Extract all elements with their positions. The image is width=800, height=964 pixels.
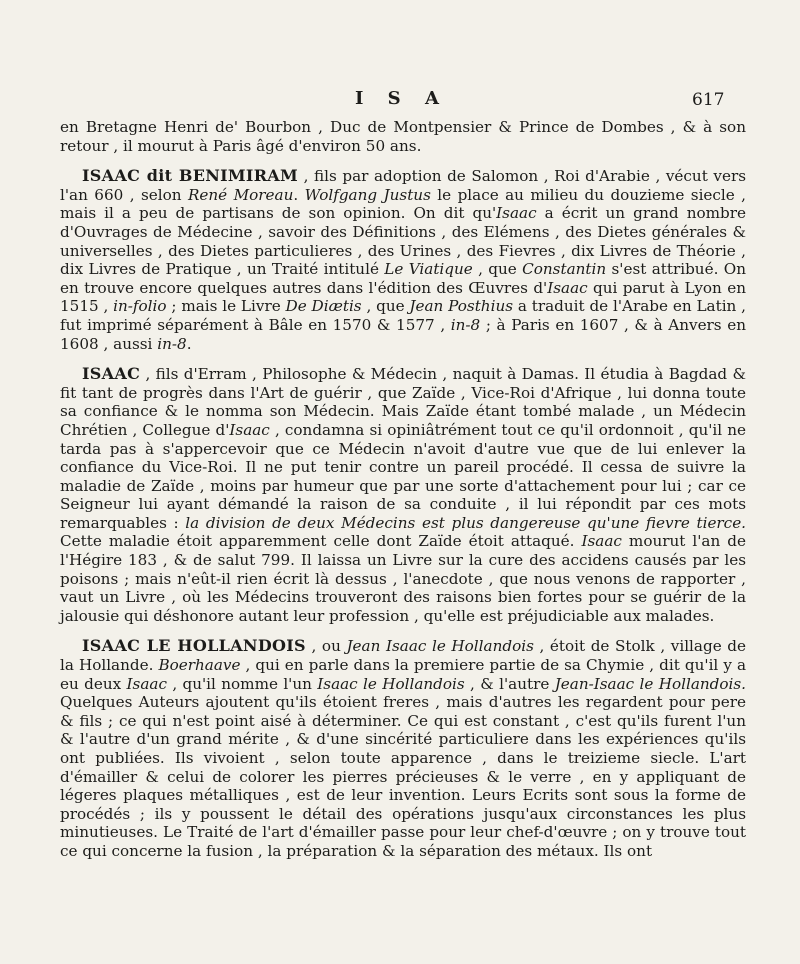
text-run: Quelques Auteurs ajoutent qu'ils étoient freres , mais d'autres les regardent pour pere & fils ; ce qui n'est point aisé à déterminer. Ce qui est constant , c'est qu'ils furent l'un & l'autre d'un grand mérite , & d'une sincérité particuliere dans les expériences qu'ils ont publiées. Ils vivoient , selon toute apparence , dans le treizieme siecle. L'art d'émailler & celui de colorer les pierres précieuses & le verre , en y appliquant de légeres plaques métalliques , est de leur invention. Leurs Ecrits sont sous la forme de procédés ; ils y poussent le détail des opérations jusqu'aux circonstances les plus minutieuses. Le Traité de l'art d'émailler passe pour leur chef-d'œuvre ; on y trouve tout ce qui concerne la fusion , la préparation & la séparation des métaux. Ils ont bbox=[60, 693, 746, 860]
text-run: Cette maladie étoit apparemment celle dont Zaïde étoit attaqué. bbox=[60, 532, 582, 551]
text-run: . bbox=[186, 334, 192, 353]
entry-heading: ISAAC LE HOLLANDOIS bbox=[82, 636, 306, 656]
italic-text: in-folio bbox=[113, 297, 167, 316]
italic-text: René Moreau bbox=[187, 185, 294, 204]
italic-text: Jean Isaac le Hollandois bbox=[346, 637, 534, 656]
italic-text: Isaac bbox=[229, 420, 270, 439]
text-run: , condamna si opiniâtrément tout ce qu'il ordonnoit , qu'il ne tarda pas à s'appercevoir que ce Médecin n'avoit d'autre vue que de lui enlever la confiance du Vice-Roi. Il ne put tenir contre un pareil procédé. Il cessa de suivre la maladie de Zaïde , moins par humeur que par une sorte d'attachement pour lui ; car ce Seigneur lui ayant démandé la raison de sa conduite , il lui répondit par ces mots remarquables : bbox=[60, 420, 746, 532]
text-run: . bbox=[293, 185, 305, 204]
italic-text: De Diætis bbox=[285, 297, 362, 316]
body-text bbox=[60, 118, 746, 861]
text-run: ; à Paris en 1607 , & à Anvers en 1608 , aussi bbox=[60, 315, 746, 353]
italic-text: Jean Posthius bbox=[409, 297, 514, 316]
text-run: , & l'autre bbox=[464, 674, 555, 693]
paragraph bbox=[60, 637, 746, 860]
text-run: le place au milieu du douzieme siecle , mais il a peu de partisans de son opinion. On dit qu' bbox=[60, 185, 747, 223]
entry-heading: ISAAC bbox=[82, 364, 141, 384]
italic-text: Boerhaave bbox=[158, 656, 241, 675]
italic-text: Jean-Isaac le Hollandois. bbox=[554, 674, 746, 693]
text-run: , étoit de Stolk , village de la Hollande. bbox=[60, 637, 746, 675]
italic-text: Wolfgang Justus bbox=[304, 185, 431, 204]
text-run: en Bretagne Henri de' Bourbon , Duc de Montpensier & Prince de Dombes , & à son retour , il mourut à Paris âgé d'environ 50 ans. bbox=[60, 118, 746, 155]
text-run: , qu'il nomme l'un bbox=[166, 674, 318, 693]
italic-text: in-8 bbox=[157, 334, 187, 353]
italic-text: Constantin bbox=[522, 260, 607, 279]
text-run: a écrit un grand nombre d'Ouvrages de Médecine , savoir des Définitions , des Elémens , des Dietes générales & universelles , des Dietes particulieres , des Urines , des Fievres , dix Livres de Théorie , dix Livres de Pratique , un Traité intitulé bbox=[60, 204, 746, 279]
italic-text: Isaac bbox=[581, 532, 622, 551]
paragraph bbox=[60, 365, 746, 625]
text-run: , fils par adoption de Salomon , Roi d'Arabie , vécut vers l'an 660 , selon bbox=[60, 167, 747, 204]
italic-text: Isaac le Hollandois bbox=[317, 674, 465, 693]
text-run: , qui en parle dans la premiere partie de sa Chymie , dit qu'il y a eu deux bbox=[60, 656, 746, 693]
italic-text: Isaac bbox=[126, 674, 167, 693]
text-run: qui parut à Lyon en 1515 , bbox=[60, 278, 746, 316]
paragraph bbox=[60, 118, 746, 155]
running-head: I S A bbox=[355, 88, 448, 109]
paragraph bbox=[60, 167, 746, 353]
italic-text: Isaac bbox=[496, 204, 537, 223]
text-run: , que bbox=[472, 260, 523, 279]
text-run: ; mais le Livre bbox=[166, 297, 286, 316]
italic-text: Le Viatique bbox=[384, 260, 473, 279]
text-run: s'est attribué. On en trouve encore quelques autres dans l'édition des Œuvres d' bbox=[60, 260, 746, 297]
text-run: a traduit de l'Arabe en Latin , fut imprimé séparément à Bâle en 1570 & 1577 , bbox=[60, 297, 746, 334]
text-run: , que bbox=[361, 297, 410, 316]
entry-heading: ISAAC dit BENIMIRAM bbox=[82, 166, 299, 186]
italic-text: in-8 bbox=[450, 315, 481, 334]
text-run: mourut l'an de l'Hégire 183 , & de salut 799. Il laissa un Livre sur la cure des accidens causés par les poisons ; mais n'eût-il rien écrit là dessus , l'anecdote , que nous venons de rapporter , vaut un Livre , où les Médecins trouveront des raisons bien fortes pour se guérir de la jalousie qui déshonore autant leur profession , qu'elle est préjudiciable aux malades. bbox=[60, 532, 746, 625]
text-run: , fils d'Erram , Philosophe & Médecin , naquit à Damas. Il étudia à Bagdad & fit tant de progrès dans l'Art de guérir , que Zaïde , Vice-Roi d'Afrique , lui donna toute sa confiance & le nomma son Médecin. Mais Zaïde étant tombé malade , un Médecin Chrétien , Collegue d' bbox=[60, 365, 746, 439]
italic-text: Isaac bbox=[547, 278, 588, 297]
text-run: , ou bbox=[305, 637, 347, 656]
page-number: 617 bbox=[692, 90, 725, 110]
italic-text: la division de deux Médecins est plus dangereuse qu'une fievre tierce. bbox=[185, 513, 747, 532]
page-header bbox=[0, 88, 800, 114]
